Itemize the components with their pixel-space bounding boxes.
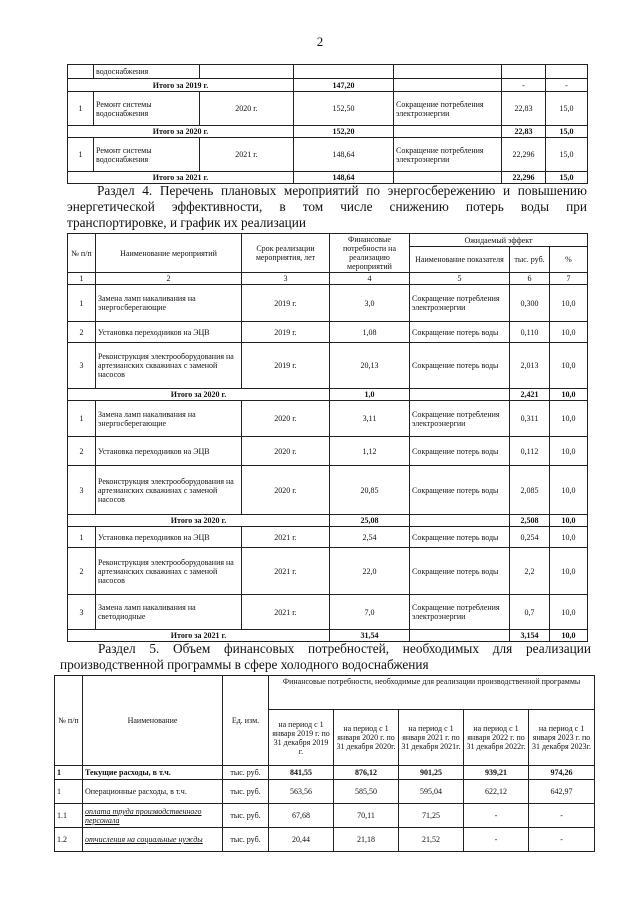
row-name: Замена ламп накаливания на энергосберегающие xyxy=(96,401,242,437)
header-indicator: Наименование показателя xyxy=(410,247,510,273)
row-pct: 10,0 xyxy=(550,595,588,630)
row-value: 2,085 xyxy=(510,466,550,515)
row-name: Ремонт системы водоснабжения xyxy=(94,138,200,172)
total-label: Итого за 2020 г. xyxy=(68,126,294,138)
row-value: 70,11 xyxy=(334,804,399,828)
row-value: 642,97 xyxy=(529,780,595,804)
table-header-row xyxy=(55,676,595,710)
row-pct: 10,0 xyxy=(550,437,588,466)
row-fin: 7,0 xyxy=(330,595,410,630)
row-name: Текущие расходы, в т.ч. xyxy=(83,766,223,780)
row-year: 2019 г. xyxy=(242,322,330,343)
row-value: 22,296 xyxy=(502,138,546,172)
page-number: 2 xyxy=(316,34,324,49)
row-fin: 22,0 xyxy=(330,548,410,595)
total-fin: 147,20 xyxy=(294,79,394,92)
row-name: Установка переходников на ЭЦВ xyxy=(96,527,242,548)
section-4-line2: энергетической эффективности, в том числе снижению потерь воды при xyxy=(67,199,587,214)
row-value: 841,55 xyxy=(269,766,334,780)
row-value: - xyxy=(529,828,595,852)
header-num: № п/п xyxy=(55,676,83,766)
total-value: - xyxy=(502,79,546,92)
table-row xyxy=(55,780,595,804)
col-number: 7 xyxy=(550,273,588,285)
section-5-heading xyxy=(60,641,591,673)
header-fin: Финансовые потребности на реализацию мероприятий xyxy=(330,234,410,273)
row-name: Реконструкция электрооборудования на артезианских скважинах с заменой насосов xyxy=(96,548,242,595)
row-pct: 15,0 xyxy=(546,92,588,126)
header-period: на период с 1 января 2019 г. по 31 декабря 2019 г. xyxy=(269,710,334,766)
col-number: 4 xyxy=(330,273,410,285)
total-label: Итого за 2021 г. xyxy=(68,630,330,642)
row-value: 622,12 xyxy=(464,780,529,804)
row-num: 1 xyxy=(55,780,83,804)
row-pct: 10,0 xyxy=(550,527,588,548)
table-row xyxy=(55,804,595,828)
row-name: Установка переходников на ЭЦВ xyxy=(96,437,242,466)
row-num: 2 xyxy=(68,322,96,343)
row-year: 2021 г. xyxy=(242,527,330,548)
row-num: 1 xyxy=(55,766,83,780)
column-number-row xyxy=(68,273,588,285)
row-pct: 10,0 xyxy=(550,322,588,343)
row-value: 563,56 xyxy=(269,780,334,804)
row-effect: Сокращение потребления электроэнергии xyxy=(394,138,502,172)
total-value: 22,83 xyxy=(502,126,546,138)
row-value: 20,44 xyxy=(269,828,334,852)
row-value: 595,04 xyxy=(399,780,464,804)
table-row xyxy=(68,343,588,389)
total-pct: 10,0 xyxy=(550,389,588,401)
row-name: Реконструкция электрооборудования на артезианских скважинах с заменой насосов xyxy=(96,466,242,515)
total-value: 2,421 xyxy=(510,389,550,401)
row-year: 2019 г. xyxy=(242,285,330,322)
row-value: - xyxy=(529,804,595,828)
header-term: Срок реализации мероприятия, лет xyxy=(242,234,330,273)
row-pct: 10,0 xyxy=(550,343,588,389)
header-num: № п/п xyxy=(68,234,96,273)
total-fin: 1,0 xyxy=(330,389,410,401)
row-value: - xyxy=(464,804,529,828)
total-row xyxy=(68,79,588,92)
total-label: Итого за 2020 г. xyxy=(68,389,330,401)
section-5-line2: производственной программы в сфере холодного водоснабжения xyxy=(60,657,429,672)
row-name: Замена ламп накаливания на светодиодные xyxy=(96,595,242,630)
header-effect: Ожидаемый эффект xyxy=(410,234,588,247)
row-effect: Сокращение потерь воды xyxy=(410,322,510,343)
table-measures xyxy=(67,233,588,642)
table-row xyxy=(68,401,588,437)
row-unit: тыс. руб. xyxy=(223,804,269,828)
header-period: на период с 1 января 2021 г. по 31 декабря 2021г. xyxy=(399,710,464,766)
row-value: 0,112 xyxy=(510,437,550,466)
table-row xyxy=(68,92,588,126)
row-fin: 148,64 xyxy=(294,138,394,172)
row-value: 974,26 xyxy=(529,766,595,780)
row-effect: Сокращение потребления электроэнергии xyxy=(410,285,510,322)
total-label: Итого за 2019 г. xyxy=(68,79,294,92)
row-value: 71,25 xyxy=(399,804,464,828)
col-number: 5 xyxy=(410,273,510,285)
row-effect: Сокращение потребления электроэнергии xyxy=(410,401,510,437)
row-name: оплата труда производственного персонала xyxy=(83,804,223,828)
row-value: 0,110 xyxy=(510,322,550,343)
table-financial-needs xyxy=(54,675,595,852)
row-year: 2021 г. xyxy=(200,138,294,172)
row-num: 2 xyxy=(68,437,96,466)
section-4-line3: транспортировке, и график их реализации xyxy=(67,215,306,230)
row-value: 0,7 xyxy=(510,595,550,630)
row-value: 2,013 xyxy=(510,343,550,389)
header-period: на период с 1 января 2020 г. по 31 декабря 2020г. xyxy=(334,710,399,766)
header-fin: Финансовые потребности, необходимые для реализации производственной программы xyxy=(269,676,595,710)
row-effect: Сокращение потерь воды xyxy=(410,466,510,515)
row-name: Замена ламп накаливания на энергосберегающие xyxy=(96,285,242,322)
row-pct: 10,0 xyxy=(550,285,588,322)
row-fin: 3,11 xyxy=(330,401,410,437)
row-fin: 1,12 xyxy=(330,437,410,466)
row-num: 1 xyxy=(68,285,96,322)
row-num: 2 xyxy=(68,548,96,595)
row-name: Операционные расходы, в т.ч. xyxy=(83,780,223,804)
row-pct: 10,0 xyxy=(550,548,588,595)
table-row xyxy=(55,766,595,780)
header-pct: % xyxy=(550,247,588,273)
table-row xyxy=(68,466,588,515)
row-unit: тыс. руб. xyxy=(223,766,269,780)
row-unit: тыс. руб. xyxy=(223,780,269,804)
row-value: - xyxy=(464,828,529,852)
total-row xyxy=(68,172,588,184)
table-row xyxy=(68,527,588,548)
row-num: 3 xyxy=(68,466,96,515)
row-fin: 3,0 xyxy=(330,285,410,322)
row-num: 1 xyxy=(68,527,96,548)
section-4-heading xyxy=(67,183,587,231)
row-num: 1 xyxy=(68,401,96,437)
total-value: 3,154 xyxy=(510,630,550,642)
section-5-line1: Раздел 5. Объем финансовых потребностей, необходимых для реализации xyxy=(98,641,591,656)
row-name: Ремонт системы водоснабжения xyxy=(94,92,200,126)
total-pct: 15,0 xyxy=(546,172,588,184)
row-effect: Сокращение потерь воды xyxy=(410,343,510,389)
header-period: на период с 1 января 2022 г. по 31 декабря 2022г. xyxy=(464,710,529,766)
total-value: 22,296 xyxy=(502,172,546,184)
row-year: 2021 г. xyxy=(242,595,330,630)
row-num: 1.1 xyxy=(55,804,83,828)
row-name: Установка переходников на ЭЦВ xyxy=(96,322,242,343)
row-pct: 15,0 xyxy=(546,138,588,172)
row-unit: тыс. руб. xyxy=(223,828,269,852)
table-row xyxy=(55,828,595,852)
row-value: 0,300 xyxy=(510,285,550,322)
row-year: 2019 г. xyxy=(242,343,330,389)
total-fin: 25,08 xyxy=(330,515,410,527)
col-number: 2 xyxy=(96,273,242,285)
table-row xyxy=(68,548,588,595)
total-pct: - xyxy=(546,79,588,92)
row-year: 2020 г. xyxy=(242,401,330,437)
table-row xyxy=(68,138,588,172)
header-name: Наименование xyxy=(83,676,223,766)
row-name: отчисления на социальные нужды xyxy=(83,828,223,852)
col-number: 3 xyxy=(242,273,330,285)
header-unit: Ед. изм. xyxy=(223,676,269,766)
table-header-row xyxy=(68,234,588,247)
total-row xyxy=(68,630,588,642)
row-effect: Сокращение потерь воды xyxy=(410,527,510,548)
row-name: Реконструкция электрооборудования на артезианских скважинах с заменой насосов xyxy=(96,343,242,389)
row-value: 901,25 xyxy=(399,766,464,780)
row-num: 3 xyxy=(68,343,96,389)
row-value: 0,311 xyxy=(510,401,550,437)
col-number: 1 xyxy=(68,273,96,285)
row-fin: 152,50 xyxy=(294,92,394,126)
total-row xyxy=(68,126,588,138)
total-fin: 148,64 xyxy=(294,172,394,184)
row-fin: 2,54 xyxy=(330,527,410,548)
table-row xyxy=(68,65,588,79)
row-effect: Сокращение потерь воды xyxy=(410,548,510,595)
row-pct: 10,0 xyxy=(550,466,588,515)
total-fin: 31,54 xyxy=(330,630,410,642)
col-number: 6 xyxy=(510,273,550,285)
table-row xyxy=(68,437,588,466)
row-num: 3 xyxy=(68,595,96,630)
row-effect: Сокращение потребления электроэнергии xyxy=(394,92,502,126)
row-num: 1.2 xyxy=(55,828,83,852)
row-effect: Сокращение потерь воды xyxy=(410,437,510,466)
row-name: водоснабжения xyxy=(94,65,200,79)
table-row xyxy=(68,285,588,322)
row-fin: 20,13 xyxy=(330,343,410,389)
row-effect: Сокращение потребления электроэнергии xyxy=(410,595,510,630)
row-year: 2020 г. xyxy=(200,92,294,126)
row-value: 67,68 xyxy=(269,804,334,828)
row-year: 2020 г. xyxy=(242,466,330,515)
row-value: 0,254 xyxy=(510,527,550,548)
row-year: 2020 г. xyxy=(242,437,330,466)
row-value: 2,2 xyxy=(510,548,550,595)
row-value: 585,50 xyxy=(334,780,399,804)
table-continuation xyxy=(67,64,588,184)
total-pct: 10,0 xyxy=(550,630,588,642)
total-row xyxy=(68,389,588,401)
row-num: 1 xyxy=(68,138,94,172)
total-pct: 15,0 xyxy=(546,126,588,138)
total-label: Итого за 2021 г. xyxy=(68,172,294,184)
total-label: Итого за 2020 г. xyxy=(68,515,330,527)
row-num: 1 xyxy=(68,92,94,126)
total-value: 2,508 xyxy=(510,515,550,527)
table-row xyxy=(68,595,588,630)
row-value: 21,18 xyxy=(334,828,399,852)
header-name: Наименование мероприятий xyxy=(96,234,242,273)
section-4-line1: Раздел 4. Перечень плановых мероприятий по энергосбережению и повышению xyxy=(97,183,587,198)
row-year: 2021 г. xyxy=(242,548,330,595)
total-fin: 152,20 xyxy=(294,126,394,138)
row-value: 939,21 xyxy=(464,766,529,780)
total-pct: 10,0 xyxy=(550,515,588,527)
total-row xyxy=(68,515,588,527)
header-period: на период с 1 января 2023 г. по 31 декабря 2023г. xyxy=(529,710,595,766)
table-row xyxy=(68,322,588,343)
header-value: тыс. руб. xyxy=(510,247,550,273)
row-pct: 10,0 xyxy=(550,401,588,437)
row-value: 21,52 xyxy=(399,828,464,852)
row-fin: 20,85 xyxy=(330,466,410,515)
row-value: 22,83 xyxy=(502,92,546,126)
row-fin: 1,08 xyxy=(330,322,410,343)
row-value: 876,12 xyxy=(334,766,399,780)
